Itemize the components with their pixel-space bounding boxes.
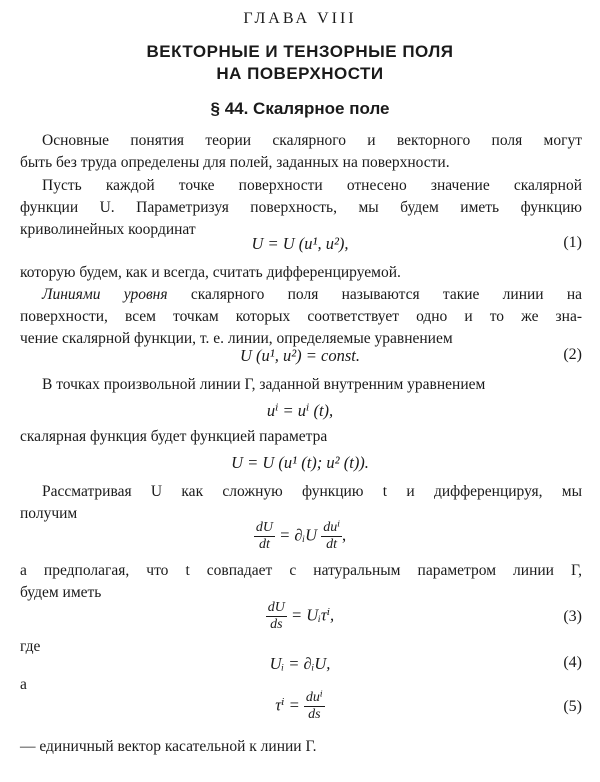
chapter-title-line-2: НА ПОВЕРХНОСТИ xyxy=(216,64,384,83)
denominator: dt xyxy=(326,537,338,552)
text-line: Основные понятия теории скалярного и векторного поля могут xyxy=(42,132,582,149)
equation-2-body: U (u¹, u²) = const. xyxy=(239,346,360,365)
text-line: будем иметь xyxy=(20,584,102,601)
numerator: dU xyxy=(255,520,273,535)
equation-parametric: U = U (u¹ (t); u² (t)). xyxy=(231,453,369,472)
equation-5-body xyxy=(0,690,600,723)
paragraph-unit-vector xyxy=(20,736,582,758)
equation-2-number: (2) xyxy=(563,346,582,363)
paragraph-arbitrary-line xyxy=(20,374,582,396)
text-fragment: скалярного поля называются такие линии на xyxy=(167,286,582,303)
fraction-dU-ds xyxy=(266,600,287,633)
text-line: быть без труда определены для полей, заданных на поверхности. xyxy=(20,154,450,171)
paragraph-parametrization xyxy=(20,175,582,241)
text-line: получим xyxy=(20,505,78,522)
numerator: duⁱ xyxy=(305,690,323,705)
text-line: а предполагая, что t совпадает с натуральным параметром линии Γ, xyxy=(20,562,582,579)
text-line: Рассматривая U как сложную функцию t и дифференцируя, мы xyxy=(42,483,582,500)
equation-internal: uⁱ = uⁱ (t), xyxy=(266,401,334,420)
text-line: В точках произвольной линии Γ, заданной внутренним уравнением xyxy=(42,376,486,393)
equation-5-number: (5) xyxy=(563,698,582,715)
paragraph-intro xyxy=(20,130,582,174)
text-line: — единичный вектор касательной к линии Γ. xyxy=(20,738,317,755)
text-line xyxy=(20,284,582,306)
paragraph-differentiable xyxy=(20,262,582,284)
denominator: ds xyxy=(308,707,321,722)
text-line: а xyxy=(20,676,27,693)
text-line: функции U. Параметризуя поверхность, мы будем иметь функцию xyxy=(20,199,582,216)
emphasized-term: Линиями уровня xyxy=(42,286,168,303)
equation-4-number: (4) xyxy=(563,654,582,671)
punctuation: , xyxy=(342,525,347,545)
fraction-du-dt xyxy=(321,520,342,553)
text-line: чение скалярной функции, т. е. линии, определяемые уравнением xyxy=(20,330,453,347)
text-line: где xyxy=(20,638,41,655)
text-line: скалярная функция будет функцией параметра xyxy=(20,428,328,445)
text-line: криволинейных координат xyxy=(20,221,196,238)
paragraph-level-lines xyxy=(20,284,582,350)
denominator: dt xyxy=(258,537,270,552)
fraction-du-ds xyxy=(304,690,325,723)
equation-3-number: (3) xyxy=(563,608,582,625)
denominator: ds xyxy=(270,617,283,632)
equation-3 xyxy=(0,600,600,640)
equation-4-body: Uᵢ = ∂ᵢU, xyxy=(269,654,331,673)
chapter-title-line-1: ВЕКТОРНЫЕ И ТЕНЗОРНЫЕ ПОЛЯ xyxy=(146,42,454,61)
equation-1-body: U = U (u¹, u²), xyxy=(251,234,349,253)
section-title: § 44. Скалярное поле xyxy=(210,99,390,118)
operator: = ∂ᵢU xyxy=(279,525,318,545)
chapter-heading: ГЛАВА VIII xyxy=(243,10,357,27)
numerator: duⁱ xyxy=(323,520,341,535)
equation-rhs: = Uᵢτⁱ, xyxy=(291,605,335,625)
equation-derivative xyxy=(0,520,600,553)
equation-1-number: (1) xyxy=(563,234,582,251)
equation-3-body xyxy=(0,600,600,633)
numerator: dU xyxy=(267,600,285,615)
text-line: которую будем, как и всегда, считать дифференцируемой. xyxy=(20,264,401,281)
text-line: поверхности, всем точкам которых соответствует одно и то же зна- xyxy=(20,308,582,325)
paragraph-natural-parameter xyxy=(20,560,582,604)
equation-5 xyxy=(0,690,600,730)
fraction-dU-dt xyxy=(254,520,275,553)
text-line: Пусть каждой точке поверхности отнесено значение скалярной xyxy=(42,177,582,194)
paragraph-scalar-function xyxy=(20,426,582,448)
equation-lhs: τⁱ = xyxy=(275,695,300,715)
paragraph-composite xyxy=(20,481,582,525)
